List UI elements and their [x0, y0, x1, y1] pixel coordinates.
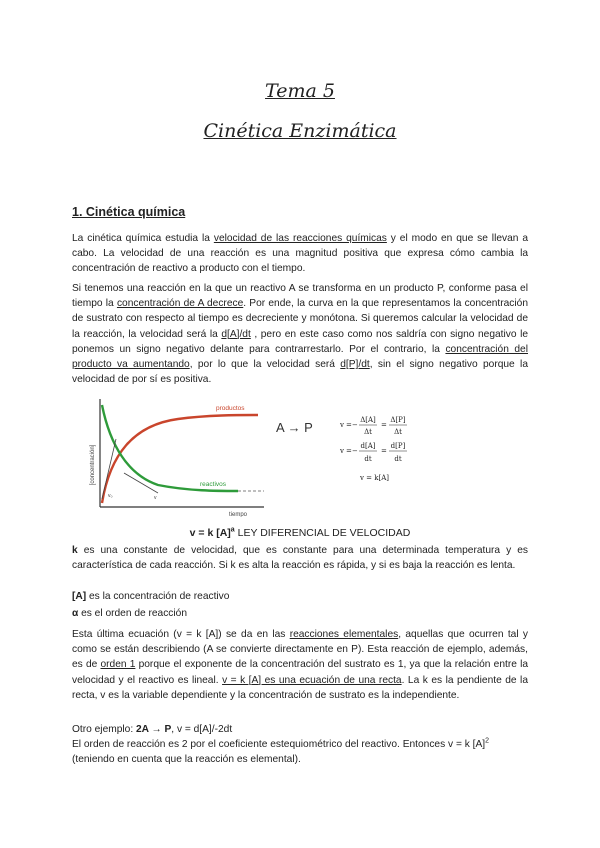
- reactants-curve: [102, 405, 238, 491]
- v-label: v: [154, 495, 157, 501]
- eq1-minus: −: [352, 421, 358, 429]
- eq2-den2: dt: [394, 455, 402, 463]
- reactants-label: reactivos: [200, 481, 227, 488]
- page-subtitle: Cinética Enzimática: [203, 120, 397, 142]
- rate-law: v = k $[A]^a$ LEY DIFERENCIAL DE VELOCIDAD: [189, 526, 411, 539]
- eq2-num2: d[P]: [390, 442, 406, 450]
- eq2-eq2: =: [381, 447, 387, 455]
- eq2-eq: =: [346, 447, 352, 455]
- section-heading: 1. Cinética química: [72, 205, 186, 219]
- eq1-den: Δt: [364, 428, 372, 436]
- initial-tangent: [102, 439, 116, 499]
- paragraph-example: Otro ejemplo: 2A → P, v = d[A]/-2dt El orden de reacción es 2 por el coeficiente estequiométrico del reactivo. Entonces v = k $[A]^2$ (teniendo en cuenta que la reacción es elemental).: [72, 724, 490, 766]
- paragraph-reaction: Si tenemos una reacción en la que un reactivo A se transforma en un producto P, conforme pasa el tiempo la concentración de A decrece. Por ende, la curva en la que representamos la concentración de sustrato con respecto al tiempo es decreciente y monótona. Si queremos calcular la velocidad de la reacción, la velocidad será la d[A]/dt , pero en este caso como nos saldría con signo negativo le ponemos un signo negativo delante para contrarrestarlo. Por el contrario, la concentración del producto va aumentando, por lo que la velocidad será d[P]/dt, sin el signo negativo porque la velocidad de por sí es positiva.: [72, 283, 529, 386]
- paragraph-intro: La cinética química estudia la velocidad de las reacciones químicas y el modo en que se llevan a cabo. La velocidad de una reacción es una magnitud positiva que expresa cómo cambia la concentración de reactivo a producto con el tiempo.: [72, 233, 528, 275]
- rate-equations: [330, 408, 430, 488]
- kinetics-graph: [88, 395, 268, 517]
- reaction-scheme: A → P: [276, 420, 313, 435]
- eq1-v: v: [340, 421, 344, 429]
- eq2-den: dt: [364, 455, 372, 463]
- eq1-num2: Δ[P]: [390, 416, 406, 424]
- paragraph-k: k es una constante de velocidad, que es constante para una determinada temperatura y es característica de cada reacción. Si k es alta la reacción es rápida, y si es baja la reacción es lenta.: [72, 545, 528, 572]
- v0-label: v₀: [108, 493, 113, 499]
- eq1-eq2: =: [381, 421, 387, 429]
- eq2-num: d[A]: [360, 442, 376, 450]
- y-axis-label: [concentración]: [90, 444, 96, 486]
- page-title: Tema 5: [265, 80, 335, 102]
- eq1-den2: Δt: [394, 428, 402, 436]
- paragraph-elemental: Esta última ecuación (v = k [A]) se da en las reacciones elementales, aquellas que ocurren tal y como se están describiendo (A se convierte directamente en P). Esta reacción de ejemplo, además, es de orden 1 porque el exponente de la concentración del sustrato es 1, ya que la relación entre la velocidad y el reactivo es lineal. v = k [A] es una ecuación de una recta. La k es la pendiente de la recta, v es la variable dependiente y la concentración de sustrato es la independiente.: [72, 629, 528, 701]
- x-axis-label: tiempo: [228, 512, 248, 517]
- paragraph-alpha: α es el orden de reacción: [72, 608, 188, 619]
- eq1-eq: =: [346, 421, 352, 429]
- eq3-rate: v = k[A]: [360, 474, 390, 482]
- paragraph-a: [A] es la concentración de reactivo: [72, 591, 230, 602]
- eq2-v: v: [340, 447, 344, 455]
- products-label: productos: [216, 405, 245, 412]
- eq2-minus: −: [352, 447, 358, 455]
- eq1-num: Δ[A]: [360, 416, 376, 424]
